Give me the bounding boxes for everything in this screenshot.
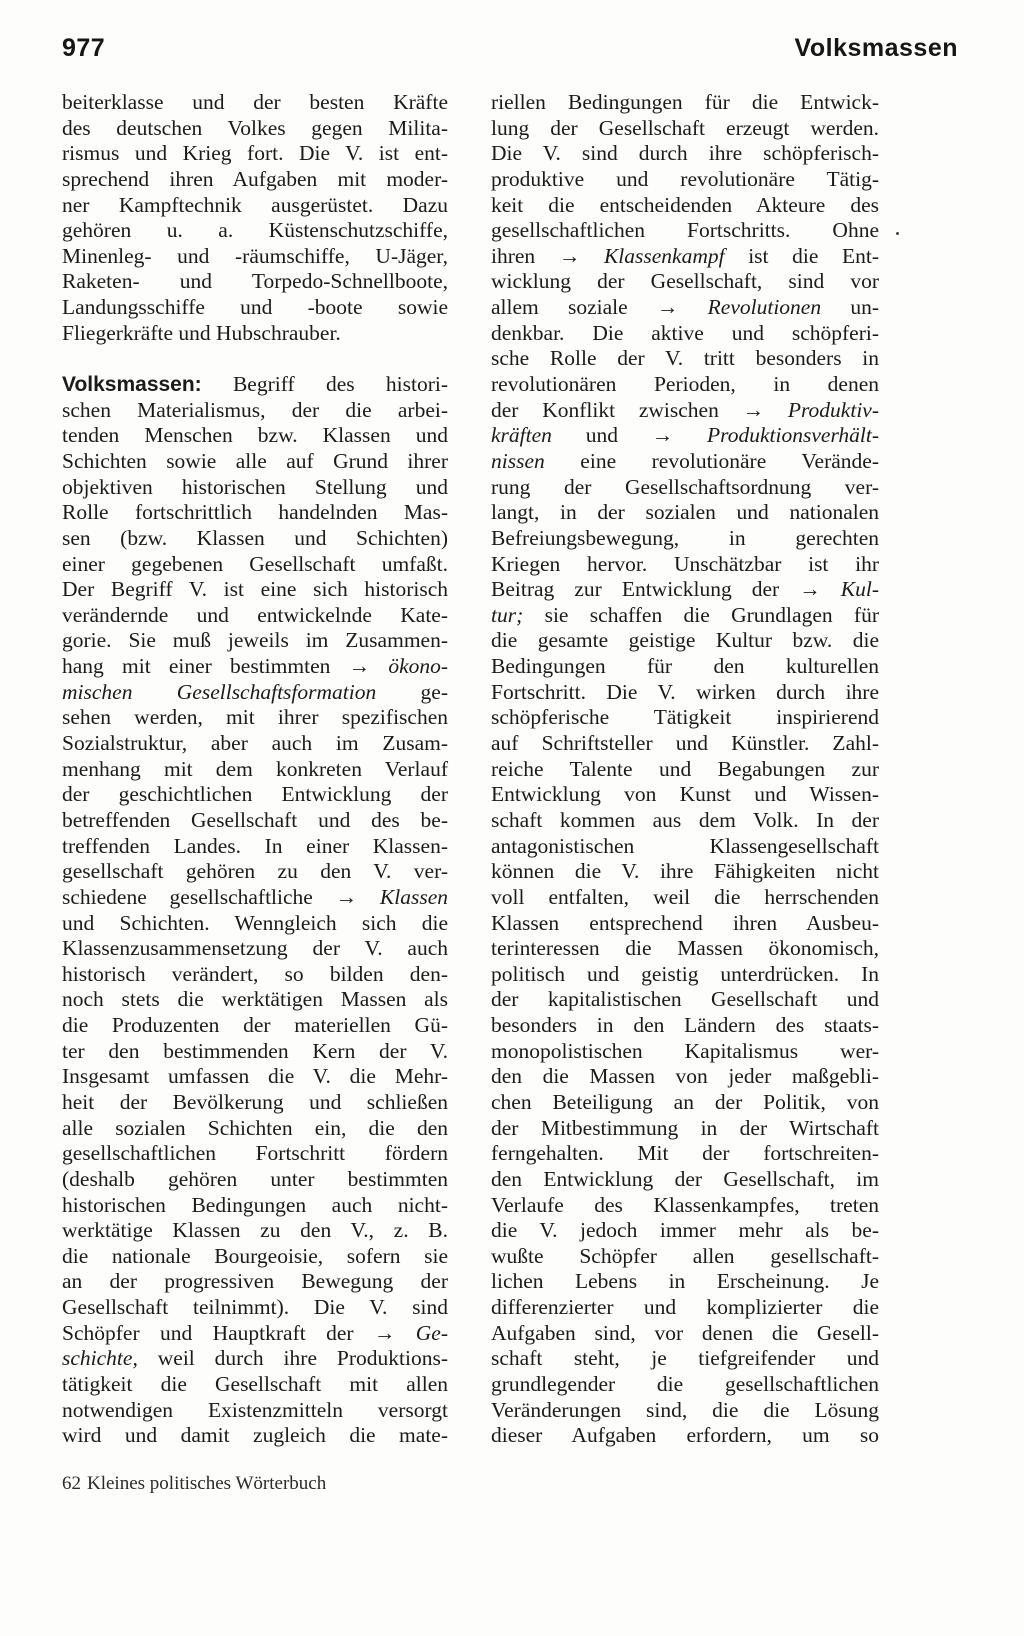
text-line: tätigkeit die Gesellschaft mit allen <box>62 1372 448 1397</box>
line-text: und <box>585 423 618 448</box>
text-line: Veränderungen sind, die die Lösung <box>491 1397 879 1422</box>
line-text: allem soziale <box>491 295 628 320</box>
line-text: un- <box>850 295 879 320</box>
text-line: reiche Talente und Begabungen zur <box>491 756 879 781</box>
cross-reference-link[interactable]: kräften <box>491 423 552 448</box>
cross-reference-link[interactable]: Klassen <box>379 884 449 909</box>
line-text: weil durch ihre Produktions- <box>157 1346 448 1371</box>
text-line: Insgesamt umfassen die V. die Mehr- <box>62 1064 448 1089</box>
paragraph-gap <box>62 346 448 372</box>
line-text: eine revolutionäre Verände- <box>580 448 879 473</box>
text-line: Schichten sowie alle auf Grund ihrer <box>62 448 448 473</box>
cross-reference-line <box>62 1346 448 1372</box>
text-line: gesellschaftlichen Fortschritt fördern <box>62 1141 448 1166</box>
line-text: der Konflikt zwischen <box>491 397 719 422</box>
cross-reference-line <box>491 398 879 424</box>
text-line: ner Kampftechnik ausgerüstet. Dazu <box>62 192 448 217</box>
text-line: tenden Menschen bzw. Klassen und <box>62 423 448 448</box>
text-line: Landungsschiffe und -boote sowie <box>62 295 448 320</box>
text-line: Fliegerkräfte und Hubschrauber. <box>62 320 341 345</box>
text-line: sehen werden, mit ihrer spezifischen <box>62 705 448 730</box>
text-line: Sozialstruktur, aber auch im Zusam- <box>62 731 448 756</box>
text-line: voll entfalten, weil die herrschenden <box>491 884 879 909</box>
cross-reference-line <box>491 295 879 321</box>
text-line: wußte Schöpfer allen gesellschaft- <box>491 1243 879 1268</box>
text-line: keit die entscheidenden Akteure des <box>491 192 879 217</box>
cross-reference-link[interactable]: nissen <box>491 448 545 473</box>
line-text: Beitrag zur Entwicklung der <box>491 577 780 602</box>
footer-book-title: Kleines politisches Wörterbuch <box>87 1473 327 1494</box>
text-line: gesellschaftlichen Fortschritts. Ohne <box>491 218 879 243</box>
text-line: alle sozialen Schichten ein, die den <box>62 1115 448 1140</box>
left-column <box>62 90 448 1449</box>
text-line: antagonistischen Klassengesellschaft <box>491 833 879 858</box>
text-line: und Schichten. Wenngleich sich die <box>62 910 448 935</box>
cross-reference-line <box>491 244 879 270</box>
text-line: (deshalb gehören unter bestimmten <box>62 1166 448 1191</box>
arrow-icon: → <box>373 1320 396 1345</box>
text-line: menhang mit dem konkreten Verlauf <box>62 756 448 781</box>
text-line: ter den bestimmenden Kern der V. <box>62 1038 448 1063</box>
cross-reference-link[interactable]: Revolutionen <box>707 295 822 320</box>
text-line: Raketen- und Torpedo-Schnellboote, <box>62 269 448 294</box>
line-text: schiedene gesellschaftliche <box>62 884 313 909</box>
text-line: an der progressiven Bewegung der <box>62 1269 448 1294</box>
text-line: die Produzenten der materiellen Gü- <box>62 1013 448 1038</box>
cross-reference-link[interactable]: mischen Gesellschaftsformation <box>62 679 377 704</box>
right-column <box>491 90 879 1449</box>
text-line: monopolistischen Kapitalismus wer- <box>491 1038 879 1063</box>
page-footer <box>62 1473 326 1495</box>
page-number: 977 <box>62 34 106 62</box>
text-line: schöpferische Tätigkeit inspirierend <box>491 705 879 730</box>
text-line: die V. jedoch immer mehr als be- <box>491 1218 879 1243</box>
cross-reference-line <box>62 680 448 706</box>
text-line: historischen Bedingungen auch nicht- <box>62 1192 448 1217</box>
text-line: chen Beteiligung an der Politik, von <box>491 1089 879 1114</box>
running-title: Volksmassen <box>794 34 958 62</box>
cross-reference-line <box>491 577 879 603</box>
text-line: schen Materialismus, der die arbei- <box>62 397 448 422</box>
text-line: schaft steht, je tiefgreifender und <box>491 1346 879 1371</box>
arrow-icon: → <box>651 423 674 448</box>
text-line: besonders in den Ländern des staats- <box>491 1013 879 1038</box>
text-line: Kriegen hervor. Unschätzbar ist ihr <box>491 551 879 576</box>
text-line: auf Schriftsteller und Künstler. Zahl- <box>491 731 879 756</box>
cross-reference-link[interactable]: Kul- <box>840 577 880 602</box>
text-line: wicklung der Gesellschaft, sind vor <box>491 269 879 294</box>
text-line: Klassenzusammensetzung der V. auch <box>62 936 448 961</box>
text-line: sen (bzw. Klassen und Schichten) <box>62 525 448 550</box>
cross-reference-line <box>62 654 448 680</box>
text-line: differenzierter und komplizierter die <box>491 1295 879 1320</box>
text-line: notwendigen Existenzmitteln versorgt <box>62 1397 448 1422</box>
text-line: produktive und revolutionäre Tätig- <box>491 166 879 191</box>
arrow-icon: → <box>335 884 358 909</box>
text-line: ferngehalten. Mit der fortschreiten- <box>491 1141 879 1166</box>
text-line: riellen Bedingungen für die Entwick- <box>491 90 879 114</box>
text-line: dieser Aufgaben erfordern, um so <box>491 1423 879 1448</box>
text-line: objektiven historischen Stellung und <box>62 474 448 499</box>
text-line: der geschichtlichen Entwicklung der <box>62 782 448 807</box>
cross-reference-line <box>62 885 448 911</box>
text-line: die gesamte geistige Kultur bzw. die <box>491 628 879 653</box>
text-line: können die V. ihre Fähigkeiten nicht <box>491 859 879 884</box>
text-line: langt, in der sozialen und nationalen <box>491 500 879 525</box>
text-line: wird und damit zugleich die mate- <box>62 1423 448 1448</box>
line-text: hang mit einer bestimmten <box>62 654 331 679</box>
text-line: treffenden Landes. In einer Klassen- <box>62 833 448 858</box>
text-line: der kapitalistischen Gesellschaft und <box>491 987 879 1012</box>
entry-first-line-text: Begriff des histori- <box>232 372 448 397</box>
arrow-icon: → <box>799 577 821 602</box>
text-line: rismus und Krieg fort. Die V. ist ent- <box>62 141 448 166</box>
text-line: gesellschaft gehören zu den V. ver- <box>62 859 448 884</box>
text-line: schaft kommen aus dem Volk. In der <box>491 807 879 832</box>
text-line: Aufgaben sind, vor denen die Gesell- <box>491 1320 879 1345</box>
arrow-icon: → <box>742 397 765 422</box>
text-line: Klassen entsprechend ihren Ausbeu- <box>491 910 879 935</box>
margin-mark <box>896 232 899 235</box>
text-line: beiterklasse und der besten Kräfte <box>62 90 448 114</box>
text-line: Minenleg- und -räumschiffe, U-Jäger, <box>62 243 448 268</box>
text-line: gehören u. a. Küstenschutzschiffe, <box>62 218 448 243</box>
text-line: einer gegebenen Gesellschaft umfaßt. <box>62 551 448 576</box>
cross-reference-link[interactable]: tur; <box>491 602 524 627</box>
text-line: verändernde und entwickelnde Kate- <box>62 602 448 627</box>
text-line: rung der Gesellschaftsordnung ver- <box>491 474 879 499</box>
arrow-icon: → <box>348 654 371 679</box>
line-text: sie schaffen die Grundlagen für <box>544 602 880 627</box>
text-line: grundlegender die gesellschaftlichen <box>491 1372 879 1397</box>
text-line: Fortschritt. Die V. wirken durch ihre <box>491 679 879 704</box>
cross-reference-link[interactable]: Produktiv- <box>787 397 880 422</box>
text-line: lung der Gesellschaft erzeugt werden. <box>491 115 879 140</box>
text-line: Befreiungsbewegung, in gerechten <box>491 525 879 550</box>
cross-reference-link[interactable]: Produktionsverhält- <box>707 423 880 448</box>
text-line: der Mitbestimmung in der Wirtschaft <box>491 1115 879 1140</box>
cross-reference-link[interactable]: ökono- <box>388 654 449 679</box>
text-line: die nationale Bourgeoisie, sofern sie <box>62 1243 448 1268</box>
text-line: Verlaufe des Klassenkampfes, treten <box>491 1192 879 1217</box>
entry-headword: Volksmassen: <box>62 373 202 397</box>
cross-reference-line <box>491 423 879 449</box>
entry-first-line <box>62 372 448 398</box>
cross-reference-link[interactable]: Ge- <box>415 1320 449 1345</box>
arrow-icon: → <box>656 295 679 320</box>
cross-reference-link[interactable]: Klassenkampf <box>603 243 725 268</box>
cross-reference-link[interactable]: schichte, <box>62 1346 138 1371</box>
text-line: den Entwicklung der Gesellschaft, im <box>491 1166 879 1191</box>
text-line: politisch und geistig unterdrücken. In <box>491 961 879 986</box>
text-line: betreffenden Gesellschaft und des be- <box>62 807 448 832</box>
text-line: sche Rolle der V. tritt besonders in <box>491 346 879 371</box>
text-line: lichen Lebens in Erscheinung. Je <box>491 1269 879 1294</box>
cross-reference-line <box>491 603 879 629</box>
text-line: Gesellschaft teilnimmt). Die V. sind <box>62 1295 448 1320</box>
text-line: sprechend ihren Aufgaben mit moder- <box>62 166 448 191</box>
text-line: Bedingungen für den kulturellen <box>491 654 879 679</box>
text-line: des deutschen Volkes gegen Milita- <box>62 115 448 140</box>
line-text: ist die Ent- <box>748 243 880 268</box>
cross-reference-line <box>491 449 879 475</box>
text-line: Der Begriff V. ist eine sich historisch <box>62 577 448 602</box>
footer-page-number: 62 <box>62 1473 81 1494</box>
text-line: revolutionären Perioden, in denen <box>491 372 879 397</box>
text-line: den die Massen von jeder maßgebli- <box>491 1064 879 1089</box>
text-line: Rolle fortschrittlich handelnden Mas- <box>62 500 448 525</box>
text-line: noch stets die werktätigen Massen als <box>62 987 448 1012</box>
text-line: Entwicklung von Kunst und Wissen- <box>491 782 879 807</box>
line-text: ihren <box>491 243 536 268</box>
text-line: werktätige Klassen zu den V., z. B. <box>62 1218 448 1243</box>
line-text: ge- <box>420 679 448 704</box>
text-line: terinteressen die Massen ökonomisch, <box>491 936 879 961</box>
text-line: gorie. Sie muß jeweils im Zusammen- <box>62 628 448 653</box>
cross-reference-line <box>62 1321 448 1347</box>
text-line: historisch verändert, so bilden den- <box>62 961 448 986</box>
text-line: heit der Bevölkerung und schließen <box>62 1089 448 1114</box>
text-line: denkbar. Die aktive und schöpferi- <box>491 320 879 345</box>
line-text: Schöpfer und Hauptkraft der <box>62 1320 354 1345</box>
text-line: Die V. sind durch ihre schöpferisch- <box>491 141 879 166</box>
arrow-icon: → <box>558 243 581 268</box>
